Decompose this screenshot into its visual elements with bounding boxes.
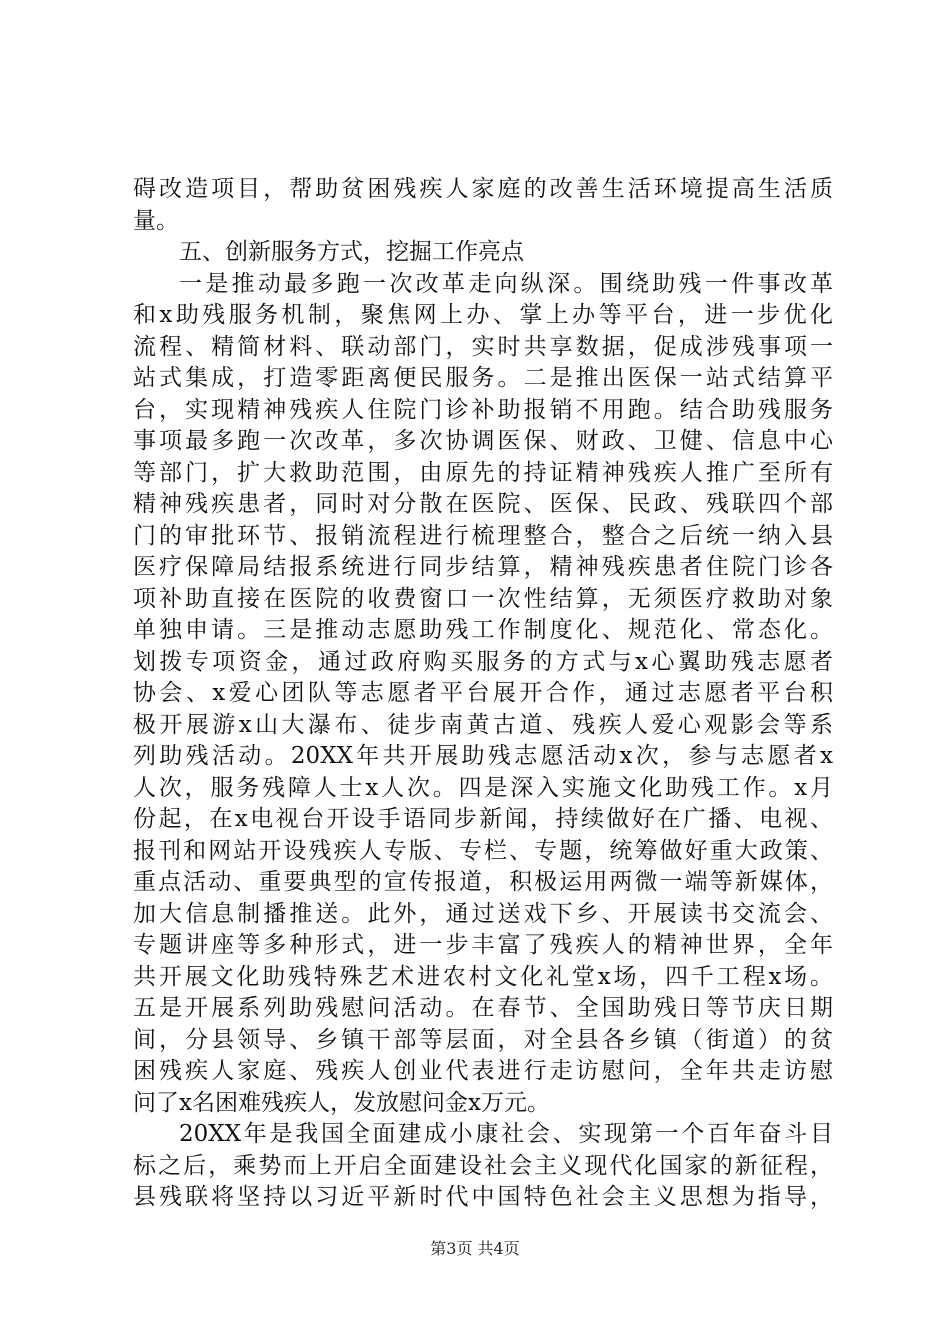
- text-line: 门的审批环节、报销流程进行梳理整合，整合之后统一纳入县: [133, 522, 833, 549]
- text-line: 量。: [133, 207, 179, 234]
- text-line: 碍改造项目，帮助贫困残疾人家庭的改善生活环境提高生活质: [133, 176, 833, 202]
- text-line: 20XX年是我国全面建成小康社会、实现第一个百年奋斗目: [179, 1121, 833, 1147]
- text-line: 县残联将坚持以习近平新时代中国特色社会主义思想为指导，: [133, 1184, 833, 1210]
- text-line: 事项最多跑一次改革，多次协调医保、财政、卫健、信息中心: [133, 428, 833, 454]
- text-line: 等部门，扩大救助范围，由原先的持证精神残疾人推广至所有: [133, 459, 833, 486]
- text-line: 单独申请。三是推动志愿助残工作制度化、规范化、常态化。: [133, 617, 833, 643]
- text-line: 困残疾人家庭、残疾人创业代表进行走访慰问，全年共走访慰: [133, 1058, 833, 1084]
- text-line: 流程、精简材料、联动部门，实时共享数据，促成涉残事项一: [133, 333, 833, 360]
- text-line: 人次，服务残障人士x人次。四是深入实施文化助残工作。x月: [133, 774, 833, 801]
- text-line: 医疗保障局结报系统进行同步结算，精神残疾患者住院门诊各: [133, 554, 833, 580]
- text-line: 重点活动、重要典型的宣传报道，积极运用两微一端等新媒体，: [133, 869, 833, 895]
- text-line: 专题讲座等多种形式，进一步丰富了残疾人的精神世界，全年: [133, 932, 833, 958]
- text-line: 共开展文化助残特殊艺术进农村文化礼堂x场，四千工程x场。: [133, 963, 833, 990]
- document-body: [133, 174, 833, 1214]
- text-line: 加大信息制播推送。此外，通过送戏下乡、开展读书交流会、: [133, 900, 833, 927]
- text-line: 和x助残服务机制，聚焦网上办、掌上办等平台，进一步优化: [133, 302, 833, 328]
- page-footer: 第3页 共4页: [430, 1239, 520, 1258]
- text-line: 标之后，乘势而上开启全面建设社会主义现代化国家的新征程，: [133, 1152, 833, 1179]
- text-line: 项补助直接在医院的收费窗口一次性结算，无须医疗救助对象: [133, 585, 833, 612]
- text-line: 五、创新服务方式，挖掘工作亮点: [179, 239, 524, 265]
- text-line: 站式集成，打造零距离便民服务。二是推出医保一站式结算平: [133, 365, 833, 391]
- text-line: 问了x名困难残疾人，发放慰问金x万元。: [133, 1089, 550, 1116]
- text-line: 五是开展系列助残慰问活动。在春节、全国助残日等节庆日期: [133, 995, 833, 1021]
- text-line: 划拨专项资金，通过政府购买服务的方式与x心翼助残志愿者: [133, 648, 833, 675]
- text-line: 报刊和网站开设残疾人专版、专栏、专题，统筹做好重大政策、: [133, 837, 833, 864]
- text-line: 精神残疾患者，同时对分散在医院、医保、民政、残联四个部: [133, 491, 833, 517]
- text-line: 协会、x爱心团队等志愿者平台展开合作，通过志愿者平台积: [133, 680, 833, 706]
- text-line: 列助残活动。20XX年共开展助残志愿活动x次，参与志愿者x: [133, 743, 833, 769]
- text-line: 一是推动最多跑一次改革走向纵深。围绕助残一件事改革: [179, 270, 833, 297]
- text-line: 间，分县领导、乡镇干部等层面，对全县各乡镇（街道）的贫: [133, 1026, 833, 1053]
- text-line: 台，实现精神残疾人住院门诊补助报销不用跑。结合助残服务: [133, 396, 833, 423]
- text-line: 极开展游x山大瀑布、徒步南黄古道、残疾人爱心观影会等系: [133, 711, 833, 738]
- text-line: 份起，在x电视台开设手语同步新闻，持续做好在广播、电视、: [133, 806, 833, 832]
